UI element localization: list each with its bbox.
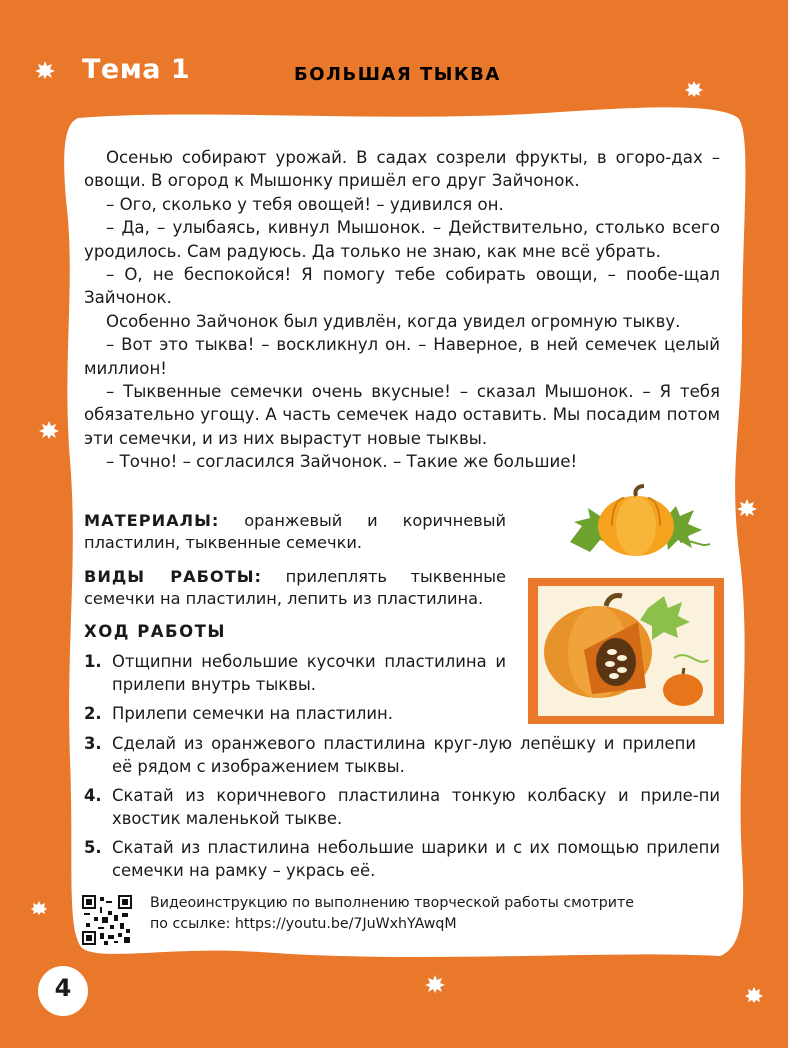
step-text: Отщипни небольшие кусочки пластилина и прилепи внутрь тыквы. <box>112 652 506 694</box>
page-number: 4 <box>54 974 72 1002</box>
cut-pumpkin-picture <box>528 578 724 724</box>
step-text: Прилепи семечки на пластилин. <box>112 704 393 723</box>
video-link[interactable]: по ссылке: https://youtu.be/7JuWxhYAwqM <box>150 916 457 932</box>
step-text: Сделай из оранжевого пластилина круг-лую лепёшку и прилепи её рядом с изображением тыквы. <box>112 734 696 776</box>
step-number: 3. <box>84 734 102 753</box>
maple-leaf-icon <box>34 60 56 80</box>
work-types-section <box>84 566 506 610</box>
maple-leaf-icon <box>684 80 704 98</box>
story-paragraph: – Ого, сколько у тебя овощей! – удивился он. <box>106 194 504 214</box>
step-text: Скатай из коричневого пластилина тонкую колбаску и приле-пи хвостик маленькой тыкве. <box>112 786 720 828</box>
howto-title: ХОД РАБОТЫ <box>84 622 227 641</box>
story-paragraph: – Точно! – согласился Зайчонок. – Такие же большие! <box>106 452 578 472</box>
video-note <box>150 893 690 935</box>
qr-code[interactable] <box>82 895 132 945</box>
maple-leaf-icon <box>736 498 758 518</box>
story-paragraph: Особенно Зайчонок был удивлён, когда увидел огромную тыкву. <box>106 311 681 331</box>
maple-leaf-icon <box>30 900 48 916</box>
materials-text: оранжевый и коричневый пластилин, тыквенные семечки. <box>84 511 506 552</box>
pumpkin-leaves-illustration <box>560 482 720 562</box>
theme-label: Тема 1 <box>82 54 191 85</box>
maple-leaf-icon <box>744 986 764 1004</box>
step-number: 2. <box>84 704 102 723</box>
step-text: Скатай из пластилина небольшие шарики и с их помощью прилепи семечки на рамку – укрась её. <box>112 838 720 880</box>
step-number: 5. <box>84 838 102 857</box>
page-title: БОЛЬШАЯ ТЫКВА <box>294 64 501 85</box>
materials-label: МАТЕРИАЛЫ: <box>84 511 220 530</box>
maple-leaf-icon <box>424 974 446 994</box>
story-paragraph: Осенью собирают урожай. В садах созрели фрукты, в огоро-дах – овощи. В огород к Мышонку пришёл его друг Зайчонок. <box>84 148 720 191</box>
step-number: 4. <box>84 786 102 805</box>
materials-section <box>84 510 506 554</box>
video-note-line: Видеоинструкцию по выполнению творческой работы смотрите <box>150 895 635 911</box>
step-number: 1. <box>84 652 102 671</box>
story-paragraph: – Вот это тыква! – воскликнул он. – Наверное, в ней семечек целый миллион! <box>84 335 720 378</box>
maple-leaf-icon <box>38 420 60 440</box>
work-types-text: прилеплять тыквенные семечки на пластилин, лепить из пластилина. <box>84 567 506 608</box>
work-types-label: ВИДЫ РАБОТЫ: <box>84 567 262 586</box>
story-paragraph: – Тыквенные семечки очень вкусные! – сказал Мышонок. – Я тебя обязательно угощу. А часть семечек надо оставить. Мы посадим потом эти семечки, и из них вырастут новые тыквы. <box>84 382 720 448</box>
story-text <box>84 146 720 474</box>
story-paragraph: – О, не беспокойся! Я помогу тебе собирать овощи, – пообе-щал Зайчонок. <box>84 265 720 308</box>
story-paragraph: – Да, – улыбаясь, кивнул Мышонок. – Действительно, столько всего уродилось. Сам радуюсь. Да только не знаю, как мне всё убрать. <box>84 218 720 261</box>
